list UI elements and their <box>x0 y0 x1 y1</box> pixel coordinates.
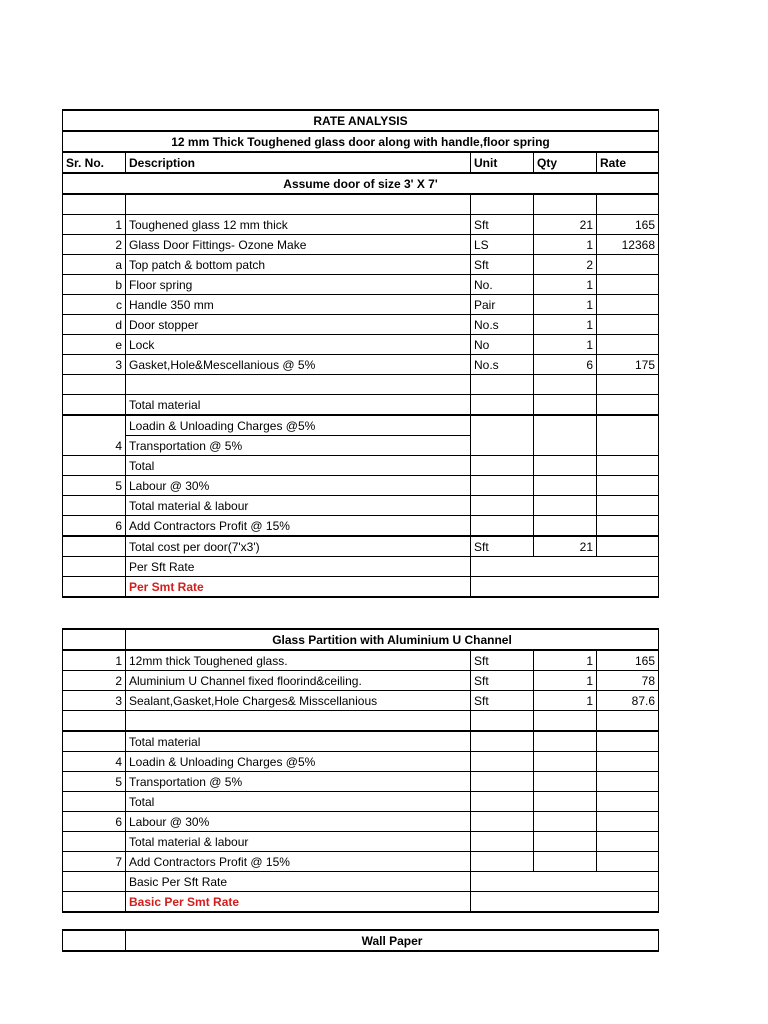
row-sr: 1 <box>63 215 126 235</box>
row-qty: 1 <box>534 295 597 315</box>
glass-partition-table <box>62 628 658 913</box>
row-sr: 1 <box>63 650 126 671</box>
table-row <box>63 355 659 375</box>
row-description: Floor spring <box>126 275 471 295</box>
blank-row <box>63 194 659 215</box>
table-row <box>63 235 659 255</box>
total-material-labour-row <box>63 496 659 516</box>
table-row <box>63 295 659 315</box>
transport-sr: 4 <box>63 415 126 456</box>
sheet-title: RATE ANALYSIS <box>63 110 659 131</box>
per-smt-row <box>63 577 659 598</box>
total-material-row <box>63 731 659 752</box>
row-qty: 1 <box>534 335 597 355</box>
table-row <box>63 215 659 235</box>
header-rate: Rate <box>597 152 659 173</box>
row-sr: c <box>63 295 126 315</box>
partition-title: Glass Partition with Aluminium U Channel <box>126 629 659 650</box>
total-cost-unit: Sft <box>471 536 534 557</box>
table-row <box>63 671 659 691</box>
row-sr: b <box>63 275 126 295</box>
per-sft-row <box>63 557 659 577</box>
loading-sr: 4 <box>63 752 126 772</box>
row-qty: 1 <box>534 315 597 335</box>
row-unit: Sft <box>471 215 534 235</box>
row-rate <box>597 255 659 275</box>
basic-smt-row <box>63 892 659 913</box>
total-material-label: Total material <box>126 395 471 416</box>
row-qty: 1 <box>534 275 597 295</box>
row-sr: a <box>63 255 126 275</box>
profit-sr: 6 <box>63 516 126 537</box>
row-description: Aluminium U Channel fixed floorind&ceiling. <box>126 671 471 691</box>
profit-sr: 7 <box>63 852 126 872</box>
row-unit: Sft <box>471 255 534 275</box>
row-description: Sealant,Gasket,Hole Charges& Misscellanious <box>126 691 471 711</box>
row-description: 12mm thick Toughened glass. <box>126 650 471 671</box>
row-qty: 1 <box>534 650 597 671</box>
basic-sft-row <box>63 872 659 892</box>
labour-sr: 6 <box>63 812 126 832</box>
row-rate: 78 <box>597 671 659 691</box>
row-sr: 2 <box>63 671 126 691</box>
loading-label: Loadin & Unloading Charges @5% <box>126 752 471 772</box>
row-rate <box>597 275 659 295</box>
row-rate: 165 <box>597 215 659 235</box>
row-qty: 2 <box>534 255 597 275</box>
row-sr: e <box>63 335 126 355</box>
profit-label: Add Contractors Profit @ 15% <box>126 852 471 872</box>
row-rate: 175 <box>597 355 659 375</box>
transport-label: Transportation @ 5% <box>126 436 471 456</box>
per-sft-label: Per Sft Rate <box>126 557 471 577</box>
basic-smt-label: Basic Per Smt Rate <box>126 892 471 913</box>
header-unit: Unit <box>471 152 534 173</box>
total-material-labour-label: Total material & labour <box>126 832 471 852</box>
blank-row <box>63 711 659 732</box>
rate-analysis-door-table <box>62 109 658 598</box>
row-unit: Sft <box>471 650 534 671</box>
row-unit: LS <box>471 235 534 255</box>
labour-row <box>63 476 659 496</box>
loading-row <box>63 752 659 772</box>
row-unit: Sft <box>471 691 534 711</box>
row-sr: 3 <box>63 691 126 711</box>
total-cost-qty: 21 <box>534 536 597 557</box>
total-material-row <box>63 395 659 416</box>
row-rate: 87.6 <box>597 691 659 711</box>
wall-paper-title: Wall Paper <box>126 930 659 951</box>
table-row <box>63 650 659 671</box>
total-row <box>63 792 659 812</box>
row-rate <box>597 315 659 335</box>
table-row <box>63 275 659 295</box>
total-row <box>63 456 659 476</box>
header-row <box>63 152 659 173</box>
door-subtitle: 12 mm Thick Toughened glass door along with handle,floor spring <box>63 131 659 152</box>
header-description: Description <box>126 152 471 173</box>
row-rate: 12368 <box>597 235 659 255</box>
wall-paper-table <box>62 929 658 952</box>
profit-row <box>63 852 659 872</box>
row-qty: 1 <box>534 235 597 255</box>
loading-label: Loadin & Unloading Charges @5% <box>126 415 471 436</box>
row-unit: Pair <box>471 295 534 315</box>
row-sr: d <box>63 315 126 335</box>
row-description: Toughened glass 12 mm thick <box>126 215 471 235</box>
total-label: Total <box>126 792 471 812</box>
row-sr: 3 <box>63 355 126 375</box>
profit-row <box>63 516 659 537</box>
total-material-labour-label: Total material & labour <box>126 496 471 516</box>
table-row <box>63 335 659 355</box>
labour-row <box>63 812 659 832</box>
row-qty: 21 <box>534 215 597 235</box>
total-label: Total <box>126 456 471 476</box>
total-material-label: Total material <box>126 731 471 752</box>
row-unit: No.s <box>471 355 534 375</box>
transport-sr: 5 <box>63 772 126 792</box>
transport-label: Transportation @ 5% <box>126 772 471 792</box>
row-description: Gasket,Hole&Mescellanious @ 5% <box>126 355 471 375</box>
labour-label: Labour @ 30% <box>126 812 471 832</box>
total-cost-label: Total cost per door(7'x3') <box>126 536 471 557</box>
row-unit: No.s <box>471 315 534 335</box>
row-qty: 6 <box>534 355 597 375</box>
blank-row <box>63 375 659 395</box>
transport-row <box>63 772 659 792</box>
row-unit: No. <box>471 275 534 295</box>
row-unit: Sft <box>471 671 534 691</box>
total-material-labour-row <box>63 832 659 852</box>
header-qty: Qty <box>534 152 597 173</box>
total-cost-row <box>63 536 659 557</box>
row-unit: No <box>471 335 534 355</box>
labour-sr: 5 <box>63 476 126 496</box>
loading-row <box>63 415 659 436</box>
row-description: Lock <box>126 335 471 355</box>
row-qty: 1 <box>534 671 597 691</box>
row-sr: 2 <box>63 235 126 255</box>
row-qty: 1 <box>534 691 597 711</box>
row-description: Handle 350 mm <box>126 295 471 315</box>
row-rate: 165 <box>597 650 659 671</box>
header-srno: Sr. No. <box>63 152 126 173</box>
row-rate <box>597 295 659 315</box>
profit-label: Add Contractors Profit @ 15% <box>126 516 471 537</box>
row-rate <box>597 335 659 355</box>
assume-size-note: Assume door of size 3' X 7' <box>63 173 659 194</box>
labour-label: Labour @ 30% <box>126 476 471 496</box>
basic-sft-label: Basic Per Sft Rate <box>126 872 471 892</box>
row-description: Door stopper <box>126 315 471 335</box>
row-description: Glass Door Fittings- Ozone Make <box>126 235 471 255</box>
table-row <box>63 255 659 275</box>
table-row <box>63 691 659 711</box>
row-description: Top patch & bottom patch <box>126 255 471 275</box>
table-row <box>63 315 659 335</box>
per-smt-label: Per Smt Rate <box>126 577 471 598</box>
